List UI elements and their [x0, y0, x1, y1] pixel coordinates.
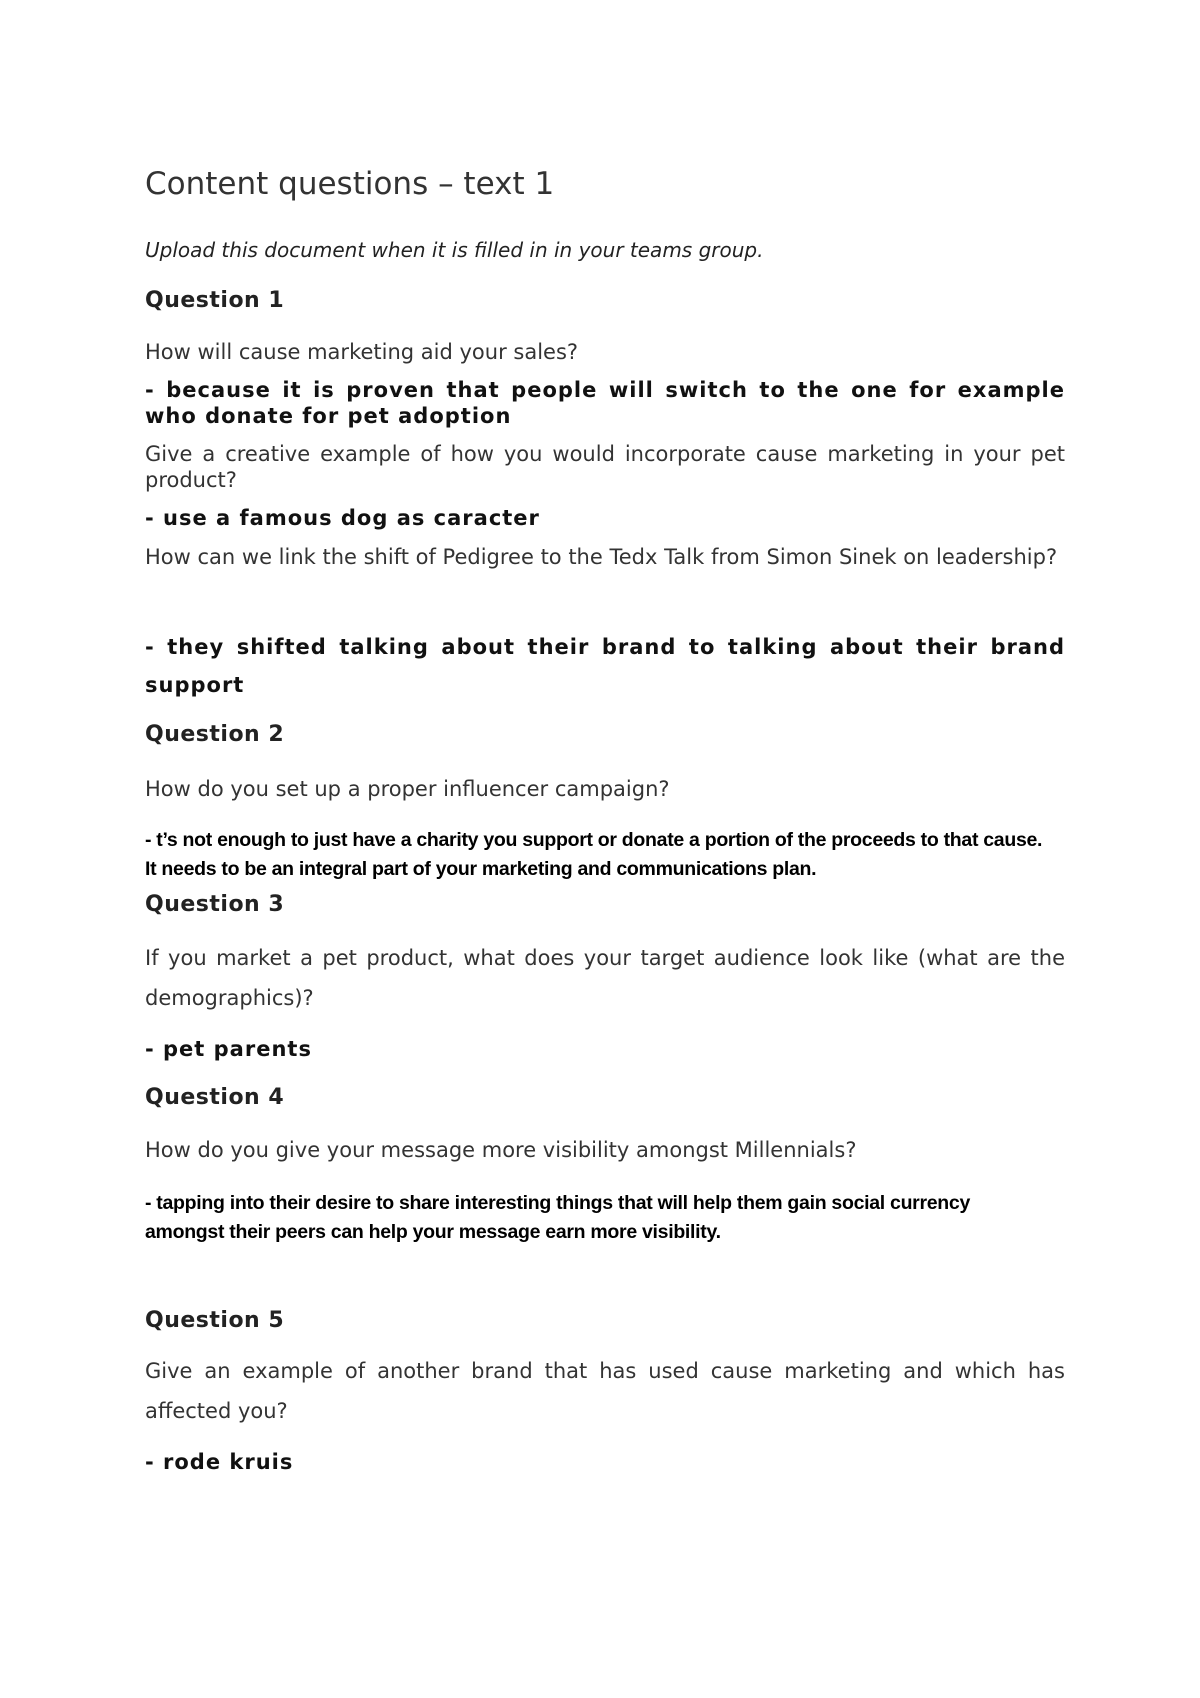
- question-2-prompt: How do you set up a proper influencer campaign?: [145, 777, 670, 801]
- question-1-heading: Question 1: [145, 288, 285, 313]
- question-4-heading: Question 4: [145, 1085, 285, 1110]
- instruction-text: Upload this document when it is filled in in your teams group.: [145, 238, 764, 262]
- question-3-heading: Question 3: [145, 892, 285, 917]
- question-2-heading: Question 2: [145, 722, 285, 747]
- question-3-prompt: If you market a pet product, what does your target audience look like (what are the demographics)?: [145, 946, 1065, 1010]
- question-1-prompt-a: How will cause marketing aid your sales?: [145, 340, 579, 364]
- question-5-heading: Question 5: [145, 1308, 285, 1333]
- question-5-prompt: Give an example of another brand that has used cause marketing and which has affected you?: [145, 1359, 1065, 1423]
- question-2-answer: - t’s not enough to just have a charity you support or donate a portion of the proceeds to that cause. It needs to be an integral part of your marketing and communications plan.: [145, 829, 1043, 880]
- question-1-prompt-b: Give a creative example of how you would incorporate cause marketing in your pet product?: [145, 442, 1065, 492]
- document-title: Content questions – text 1: [145, 166, 555, 202]
- question-4-prompt: How do you give your message more visibility amongst Millennials?: [145, 1138, 857, 1162]
- question-4-answer: - tapping into their desire to share interesting things that will help them gain social currency amongst their peers can help your message earn more visibility.: [145, 1192, 971, 1243]
- question-1-answer-c: - they shifted talking about their brand to talking about their brand support: [145, 635, 1065, 697]
- question-1-answer-b: - use a famous dog as caracter: [145, 506, 540, 530]
- question-1-prompt-c: How can we link the shift of Pedigree to the Tedx Talk from Simon Sinek on leadership?: [145, 545, 1058, 569]
- question-5-answer: - rode kruis: [145, 1450, 294, 1474]
- question-1-answer-a: - because it is proven that people will switch to the one for example who donate for pet adoption: [145, 378, 1065, 428]
- question-3-answer: - pet parents: [145, 1037, 312, 1061]
